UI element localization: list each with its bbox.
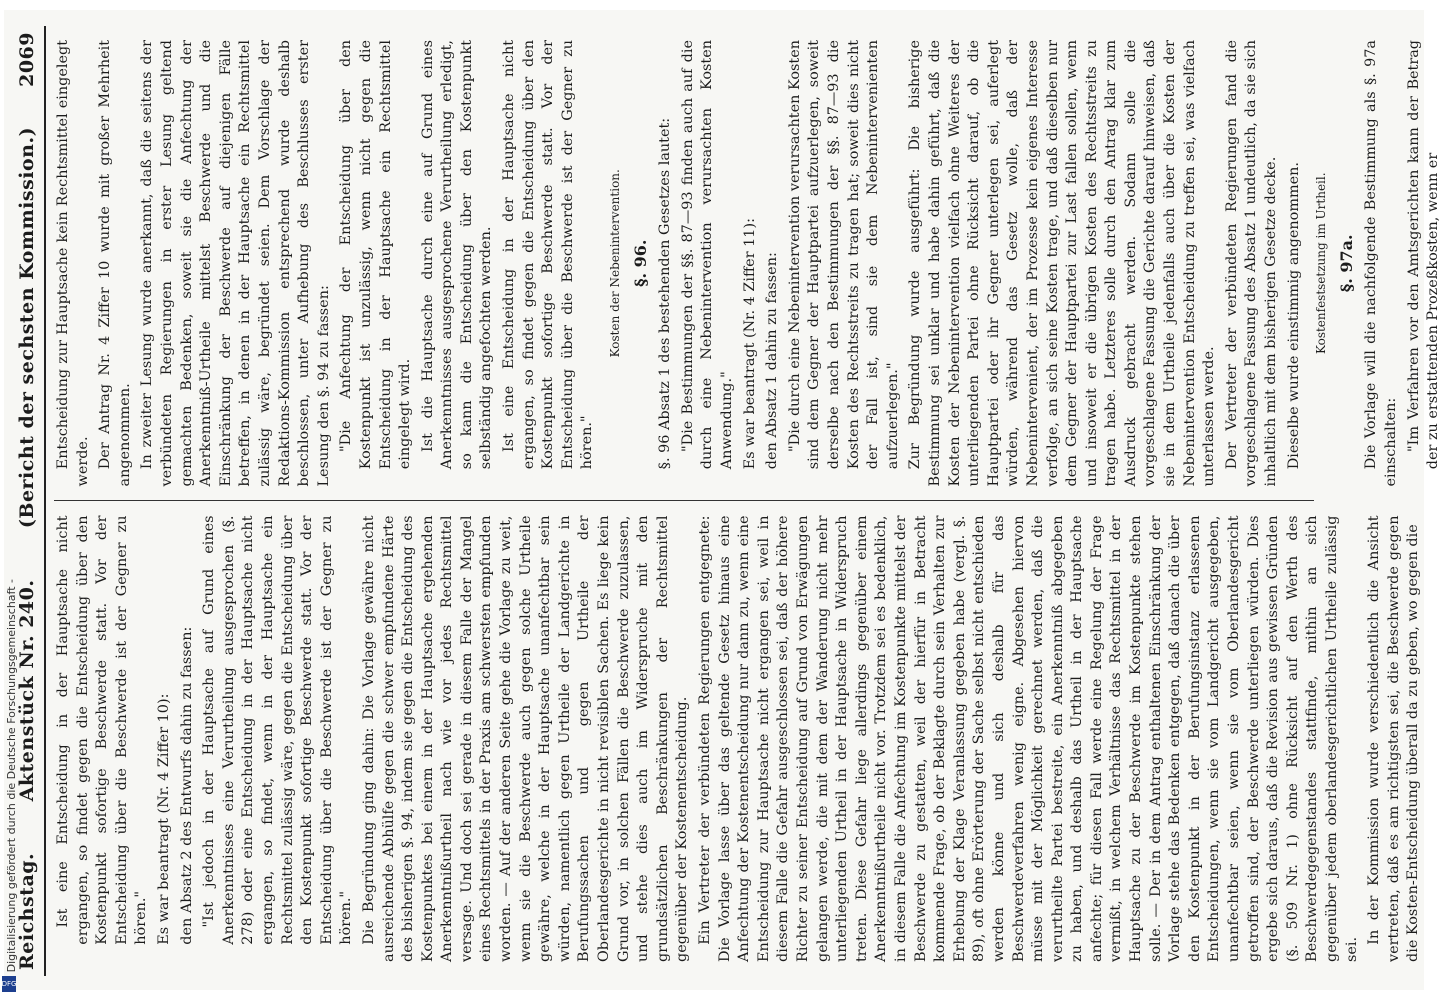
paragraph: Die Vorlage will die nachfolgende Bestimmung als §. 97a einschalten:	[1363, 40, 1399, 487]
paragraph: §. 97a.	[1336, 234, 1356, 293]
right-column	[54, 26, 1442, 501]
credit-text: Digitalisierung gefördert durch die Deutsche Forschungsgemeinschaft -	[5, 578, 18, 972]
document-page	[4, 10, 1442, 990]
paragraph: Es war beantragt (Nr. 4 Ziffer 10):	[155, 693, 172, 945]
paragraph: Der Vertreter der verbündeten Regierungen fand die vorgeschlagene Fassung des Absatz 1 undeutlich, da sie sich inhaltlich mit dem bisherigen Gesetze decke.	[1223, 40, 1280, 487]
paragraph: Ist die Hauptsache durch eine auf Grund eines Anerkenntnisses ausgesprochene Verurtheilung erledigt, so kann die Entscheidung über den Kostenpunkt selbständig angefochten werden.	[419, 40, 495, 470]
paragraph: Kostenfestsetzung im Urtheil.	[1314, 172, 1329, 355]
paragraph: Ist eine Entscheidung in der Hauptsache nicht ergangen, so findet gegen die Entscheidung über den Kostenpunkt sofortige Beschwerde statt. Vor der Entscheidung über die Beschwerde ist der Gegner zu hören."	[501, 40, 596, 470]
paragraph: Ein Vertreter der verbündeten Regierungen entgegnete: Die Vorlage lasse über das geltende Gesetz hinaus eine Anfechtung der Kostenentscheidung nur dann zu, wenn eine Entscheidung zur Hauptsache nicht ergangen sei, weil in diesem Falle die Gefahr ausgeschlossen sei, daß der höhere Richter zu seiner Entscheidung auf Grund von Erwägungen gelangen werde, die mit dem der Wanderung nicht mehr unterliegenden Urtheil in der Hauptsache in Widerspruch treten. Diese Gefahr liege allerdings gegenüber einem Anerkenntnißurtheile nicht vor. Trotzdem sei es bedenklich, in diesem Falle die Anfechtung im Kostenpunkte mittelst der Beschwerde zu gestatten, weil der hierfür in Betracht kommende Frage, ob der Beklagte durch sein Verhalten zur Erhebung der Klage Veranlassung gegeben habe (vergl. §. 89), oft ohne Erörterung der Sache selbst nicht entschieden werden könne und sich deshalb für das Beschwerdeverfahren wenig eigne. Abgesehen hiervon müsse mit der Möglichkeit gerechnet werden, daß die verurtheilte Partei bestreite, ein Anerkenntniß abgegeben zu haben, und deshalb das Urtheil in der Hauptsache anfechte; für diesen Fall werde eine Regelung der Frage vermißt, in welchem Verhältnisse das Rechtsmittel in der Hauptsache zu der Beschwerde im Kostenpunkte stehen solle. — Der in dem Antrag enthaltenen Einschränkung der Vorlage stehe das Bedenken entgegen, daß danach die über den Kostenpunkt in der Berufungsinstanz erlassenen Entscheidungen, wenn sie vom Landgericht ausgegeben, unanfechtbar seien, wenn sie vom Oberlandesgericht getroffen sind, der Beschwerde unterliegen würden. Dies ergebe sich daraus, daß die Revision aus gewissen Gründen (§. 509 Nr. 1) ohne Rücksicht auf den Werth des Beschwerdegegenstandes stattfinde, mithin an sich gegenüber jedem oberlandesgerichtlichen Urtheile zulässig sei.	[697, 515, 1360, 962]
paragraph: Dieselbe wurde einstimmig angenommen.	[1285, 162, 1302, 470]
page-number: 2069	[16, 32, 38, 87]
text-columns	[54, 26, 1442, 976]
paragraph: "Die Bestimmungen der §§. 87—93 finden auch auf die durch eine Nebenintervention verursachten Kosten Anwendung."	[679, 40, 735, 470]
header-document-number: Aktenstück Nr. 240.	[16, 579, 38, 802]
paragraph: Ist eine Entscheidung in der Hauptsache nicht ergangen, so findet gegen die Entscheidung über den Kostenpunkt sofortige Beschwerde statt. Vor der Entscheidung über die Beschwerde ist der Gegner zu hören."	[55, 515, 150, 945]
header-right: (Bericht der sechsten Kommission.)	[16, 126, 38, 529]
paragraph: "Die durch eine Nebenintervention verursachten Kosten sind dem Gegner der Hauptpartei aufzuerlegen, soweit derselbe nach den Bestimmungen der §§. 87—93 die Kosten des Rechtsstreits zu tragen hat; soweit dies nicht der Fall ist, sind sie dem Nebenintervenienten aufzuerlegen."	[786, 40, 901, 470]
paragraph: "Die Anfechtung der Entscheidung über den Kostenpunkt ist unzulässig, wenn nicht gegen die Entscheidung in der Hauptsache ein Rechtsmittel eingelegt wird.	[338, 40, 414, 470]
paragraph: den Absatz 2 des Entwurfs dahin zu fassen:	[178, 626, 195, 945]
paragraph: den Absatz 1 dahin zu fassen:	[764, 252, 781, 470]
digitization-credit	[2, 0, 28, 1000]
dfg-logo: DFG	[2, 976, 16, 992]
column-divider	[54, 501, 1314, 502]
paragraph: §. 96.	[630, 239, 650, 287]
paragraph: Zur Begründung wurde ausgeführt: Die bisherige Bestimmung sei unklar und habe dahin geführt, daß die Kosten der Nebenintervention vielfach ohne Weiteres der unterliegenden Partei ohne Rücksicht darauf, ob die Hauptpartei oder ihr Gegner unterlegen sei, auferlegt würden, während das Gesetz wolle, daß der Nebenintervenient, der im Prozesse kein eigenes Interesse verfolge, an sich seine Kosten trage, und daß dieselben nur dem Gegner der Hauptpartei zur Last fallen sollen, wenn und insoweit er die übrigen Kosten des Rechtsstreits zu tragen habe. Letzteres solle durch den Antrag klar zum Ausdruck gebracht werden. Sodann solle die vorgeschlagene Fassung die Gerichte darauf hinweisen, daß sie in dem Urtheile jedenfalls auch über die Kosten der Nebenintervention Entscheidung zu treffen sei, was vielfach unterlassen werde.	[907, 40, 1218, 487]
paragraph: Kosten der Nebenintervention.	[608, 169, 623, 358]
paragraph: In zweiter Lesung wurde anerkannt, daß die seitens der verbündeten Regierungen in erster Lesung geltend gemachten Bedenken, soweit sie die Anfechtung der Anerkenntniß-Urtheile mittelst Beschwerde und die Einschränkung der Beschwerde auf diejenigen Fälle betreffen, in denen in der Hauptsache ein Rechtsmittel zulässig wäre, begründet seien. Dem Vorschlage der Redaktions-Kommission entsprechend wurde deshalb beschlossen, unter Aufhebung des Beschlusses erster Lesung den §. 94 zu fassen:	[139, 40, 332, 487]
left-column	[54, 502, 1422, 977]
header-left: Reichstag.	[16, 852, 38, 970]
header-rule	[44, 26, 46, 976]
paragraph: In der Kommission wurde verschiedentlich die Ansicht vertreten, daß es am richtigsten sei, die Beschwerde gegen die Kosten-Entscheidung überall da zu geben, wo gegen die	[1366, 515, 1422, 962]
paragraph: Der Antrag Nr. 4 Ziffer 10 wurde mit großer Mehrheit angenommen.	[97, 40, 133, 487]
paragraph: Entscheidung zur Hauptsache kein Rechtsmittel eingelegt werde.	[55, 40, 91, 487]
paragraph: "Im Verfahren vor den Amtsgerichten kann der Betrag der zu erstattenden Prozeßkosten, wenn er	[1405, 40, 1442, 470]
paragraph: Es war beantragt (Nr. 4 Ziffer 11):	[741, 218, 758, 470]
paragraph: "Ist jedoch in der Hauptsache auf Grund eines Anerkenntnisses eine Verurtheilung ausgesprochen (§. 278) oder eine Entscheidung in der Hauptsache nicht ergangen, so findet, wenn in der Hauptsache ein Rechtsmittel zulässig wäre, gegen die Entscheidung über den Kostenpunkt sofortige Beschwerde statt. Vor der Entscheidung über die Beschwerde ist der Gegner zu hören."	[201, 515, 355, 945]
paragraph: Die Begründung ging dahin: Die Vorlage gewähre nicht ausreichende Abhülfe gegen die schwer empfundene Härte des bisherigen §. 94, indem sie gegen die Entscheidung des Kostenpunktes bei einem in der Hauptsache ergehenden Anerkenntnißurtheil nach wie vor jedes Rechtsmittel versage. Und doch sei gerade in diesem Falle der Mangel eines Rechtsmittels in der Praxis am schwersten empfunden worden. — Auf der anderen Seite gehe die Vorlage zu weit, wenn sie die Beschwerde auch gegen solche Urtheile gewähre, welche in der Hauptsache unanfechtbar sein würden, namentlich gegen Urtheile der Landgerichte in Berufungssachen und gegen Urtheile der Oberlandesgerichte in nicht revisiblen Sachen. Es liege kein Grund vor, in solchen Fällen die Beschwerde zuzulassen, und stehe dies auch im Widerspruche mit den grundsätzlichen Beschränkungen der Rechtsmittel gegenüber der Kostenentscheidung.	[360, 515, 691, 962]
paragraph: §. 96 Absatz 1 des bestehenden Gesetzes lautet:	[657, 117, 674, 470]
